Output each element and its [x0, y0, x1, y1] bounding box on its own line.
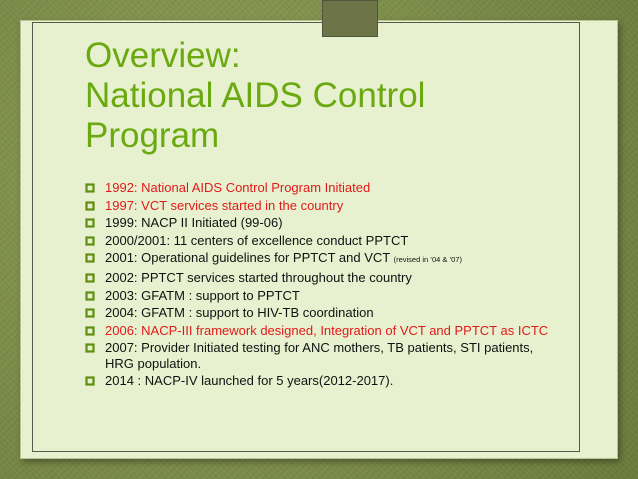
- title-line-2: National AIDS Control: [85, 76, 426, 115]
- bullet-text: 2007: Provider Initiated testing for ANC mothers, TB patients, STI patients, HRG population.: [105, 340, 534, 371]
- bullet-text: 1999: NACP II Initiated (99-06): [105, 215, 283, 231]
- hollow-square-bullet-icon: [85, 180, 97, 195]
- hollow-square-bullet-icon: [85, 305, 97, 320]
- hollow-square-bullet-icon: [85, 288, 97, 303]
- accent-tab: [322, 0, 378, 37]
- bullet-text: 2006: NACP-III framework designed, Integration of VCT and PPTCT as ICTC: [105, 322, 549, 338]
- title-line-3: Program: [85, 116, 220, 155]
- title-line-1: Overview:: [85, 36, 241, 75]
- hollow-square-bullet-icon: [85, 198, 97, 213]
- bullet-item: [85, 250, 555, 267]
- bullet-item: [85, 215, 555, 230]
- bullet-item: [85, 323, 555, 338]
- hollow-square-bullet-icon: [85, 340, 97, 355]
- bullet-text: 2014 : NACP-IV launched for 5 years(2012-2017).: [105, 373, 394, 389]
- hollow-square-bullet-icon: [85, 270, 97, 285]
- bullet-text: 2002: PPTCT services started throughout the country: [105, 269, 412, 285]
- revision-note: (revised in ’04 & ’07): [393, 255, 462, 265]
- hollow-square-bullet-icon: [85, 250, 97, 265]
- hollow-square-bullet-icon: [85, 373, 97, 388]
- bullet-text: 2001: Operational guidelines for PPTCT and VCT: [105, 250, 390, 266]
- slide-title: [85, 36, 525, 156]
- bullet-item: [85, 373, 555, 388]
- bullet-item: [85, 270, 555, 285]
- bullet-text: 1992: National AIDS Control Program Initiated: [105, 180, 371, 195]
- bullet-item: [85, 305, 555, 320]
- bullet-list: [85, 180, 555, 391]
- bullet-text: 2000/2001: 11 centers of excellence conduct PPTCT: [105, 232, 409, 248]
- bullet-text: 2003: GFATM : support to PPTCT: [105, 287, 300, 303]
- bullet-text: 2004: GFATM : support to HIV-TB coordination: [105, 305, 374, 321]
- bullet-item: [85, 233, 555, 248]
- bullet-text: 1997: VCT services started in the country: [105, 197, 344, 213]
- bullet-item: [85, 180, 555, 195]
- hollow-square-bullet-icon: [85, 215, 97, 230]
- hollow-square-bullet-icon: [85, 323, 97, 338]
- bullet-item: [85, 340, 555, 370]
- hollow-square-bullet-icon: [85, 233, 97, 248]
- bullet-item: [85, 198, 555, 213]
- bullet-item: [85, 288, 555, 303]
